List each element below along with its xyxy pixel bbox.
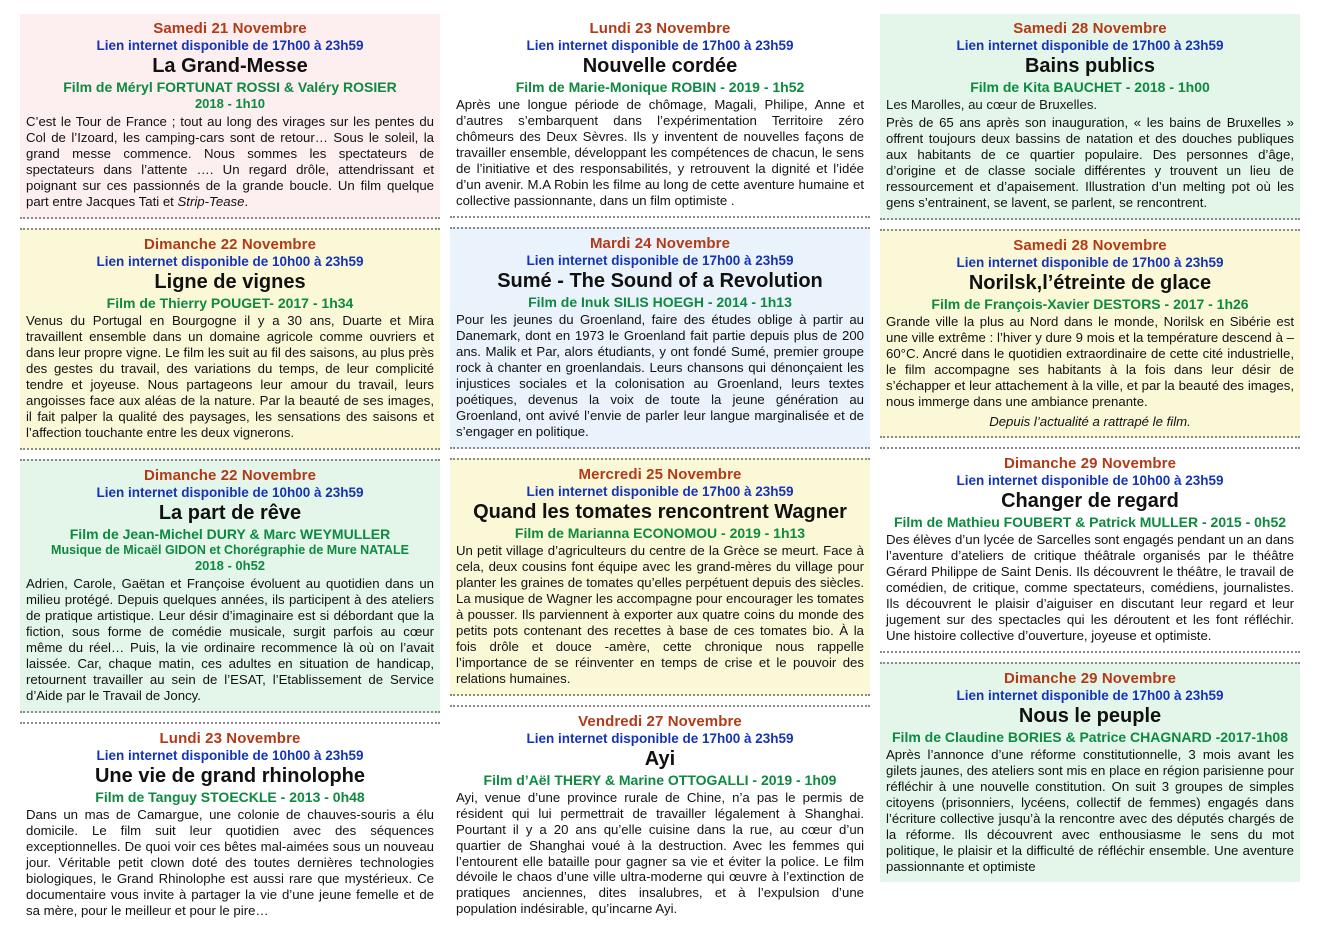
entry-description: Ayi, venue d’une province rurale de Chine, n’a pas le permis de résident qui lui permettrait de travailler légalement à Shanghai. Pourtant il y a 20 ans qu’elle cuisine dans la rue, au cœur d’un quartier de Shanghai voué à la destruction. Avec les femmes qui l’entourent elle bataille pour gagner sa vie et éviter la police. Le film dévoile le chaos d’une ville ultra-moderne qui œuvre à l’extinction de pratiques anciennes, dites insalubres, et à l’expulsion d’une population indésirable, qu’incarne Ayi. <box>456 789 864 917</box>
film-entry <box>880 14 1300 220</box>
entry-availability: Lien internet disponible de 17h00 à 23h59 <box>96 38 364 53</box>
entry-credit: Film de Marie-Monique ROBIN - 2019 - 1h52 <box>515 79 805 95</box>
entry-date: Dimanche 29 Novembre <box>1003 669 1177 687</box>
entry-availability: Lien internet disponible de 17h00 à 23h59 <box>526 730 794 746</box>
entry-meta: 2018 - 1h10 <box>194 96 266 112</box>
film-entry <box>20 228 440 450</box>
entry-availability: Lien internet disponible de 10h00 à 23h59 <box>96 484 364 500</box>
entry-date: Dimanche 29 Novembre <box>1003 454 1177 472</box>
entry-description: Après une longue période de chômage, Magali, Philipe, Anne et d’autres s’embarquent dans l’expérimentation Territoire zéro chômeurs des Deux Sèvres. Ils y inventent de nouvelles façons de travailler ensemble, développant les compétences de chacun, le sens de l’initiative et des responsabilités, y retrouvent la dignité et l’idée d’un avenir. M.A Robin les filme au long de cette aventure humaine et collective passionnante, dans un film optimiste . <box>456 97 864 208</box>
entry-title: La part de rêve <box>158 501 302 524</box>
film-entry <box>450 227 870 449</box>
entry-date: Dimanche 22 Novembre <box>143 235 317 253</box>
entry-availability: Lien internet disponible de 17h00 à 23h59 <box>956 254 1224 270</box>
entry-title: Nous le peuple <box>1018 704 1162 727</box>
film-entry <box>20 14 440 219</box>
entry-description: Venus du Portugal en Bourgogne il y a 30 ans, Duarte et Mira travaillent ensemble dans un domaine agricole comme ouvriers et dans leur propre vigne. Le film les suit au fil des saisons, au plus près des gestes du travail, des variations du temps, de leur complicité tendre et joyeuse. Nous partageons leur amour du travail, leurs angoisses face aux aléas de la nature. Par la beauté de ses images, il fait palper la qualité des paysages, les sensations des saisons et l’affection touchante entre les deux vignerons. <box>26 313 434 440</box>
entry-date: Samedi 21 Novembre <box>153 20 307 37</box>
entry-date: Lundi 23 Novembre <box>589 20 731 37</box>
film-entry <box>450 14 870 218</box>
entry-description: Des élèves d’un lycée de Sarcelles sont engagés pendant un an dans l’aventure d’ateliers de critique théâtrale organisés par le théâtre Gérard Philippe de Saint Denis. Ils découvrent le théâtre, le travail de comédien, de critique, comme spectateurs, comédiens, journalistes. Ils découvrent le plaisir d’aiguiser en discutant leur regard et leur jugement sur des spectacles qui les déroutent et les font réfléchir. Une histoire collective d’ouverture, joyeuse et optimiste. <box>886 531 1294 643</box>
entry-intro: Les Marolles, au cœur de Bruxelles. <box>886 97 1098 113</box>
entry-description: Pour les jeunes du Groenland, faire des études oblige à partir au Danemark, dont en 1973 le Groenland fait partie depuis plus de 200 ans. Malik et Par, alors étudiants, y ont fondé Sumé, premier groupe rock à chanter en groenlandais. Leurs chansons qui dénonçaient les injustices sociales et la colonisation au Groenland, leurs textes poétiques, devenus la voix de toute la jeune génération au Groenland, ont avivé l’envie de parler leur langue marginalisée et de s’engager en politique. <box>456 311 864 439</box>
entry-availability: Lien internet disponible de 17h00 à 23h59 <box>526 483 794 499</box>
entry-description: Après l’annonce d’une réforme constitutionnelle, 3 mois avant les gilets jaunes, des ateliers sont mis en place en région parisienne pour réfléchir à une nouvelle constitution. On suit 3 groupes de simples citoyens (prisonniers, lycéens, collectif de femmes) engagés dans l’écriture collective jusqu’à la rencontre avec des députés chargés de la réforme. Ils découvrent avec enthousiasme le sens du mot politique, le plaisir et la difficulté de réfléchir ensemble. Une aventure passionnante et optimiste <box>886 746 1294 874</box>
film-entry <box>880 447 1300 653</box>
entry-credit: Film de Tanguy STOECKLE - 2013 - 0h48 <box>95 788 365 805</box>
entry-date: Mercredi 25 Novembre <box>578 465 742 483</box>
film-entry <box>450 458 870 696</box>
entry-title: Changer de regard <box>1001 489 1179 512</box>
entry-credit: Film de Méryl FORTUNAT ROSSI & Valéry ROSIER <box>63 79 397 95</box>
entry-availability: Lien internet disponible de 10h00 à 23h59 <box>956 472 1224 488</box>
entry-credit: Film de Inuk SILIS HOEGH - 2014 - 1h13 <box>528 293 792 310</box>
entry-description-italic: Strip-Tease <box>177 193 245 209</box>
entry-credit: Film de François-Xavier DESTORS - 2017 - 1h26 <box>931 295 1249 312</box>
entry-availability: Lien internet disponible de 10h00 à 23h59 <box>96 747 364 763</box>
entry-description-tail: . <box>244 193 249 209</box>
entry-date: Dimanche 22 Novembre <box>143 466 317 484</box>
entry-credit: Film de Jean-Michel DURY & Marc WEYMULLER <box>69 525 391 542</box>
entry-availability: Lien internet disponible de 17h00 à 23h59 <box>526 38 794 53</box>
entry-date: Lundi 23 Novembre <box>159 729 301 747</box>
entry-title: Bains publics <box>1024 55 1156 77</box>
entry-credit: Film de Thierry POUGET- 2017 - 1h34 <box>106 294 354 311</box>
entry-credit: Film de Marianna ECONOMOU - 2019 - 1h13 <box>514 524 806 541</box>
entry-credit: Film de Mathieu FOUBERT & Patrick MULLER - 2015 - 0h52 <box>893 513 1287 530</box>
entry-description-text: C’est le Tour de France ; tout au long des virages sur les pentes du Col de l’Izoard, les camping-cars sont de retour… Sous le soleil, la grand messe commence. Nous sommes les spectateurs de spectateurs dans l’attente …. Un regard drôle, attendrissant et poignant sur ces passionnés de la grande boucle. Un film quelque part entre Jacques Tati et <box>26 114 434 209</box>
entry-date: Vendredi 27 Novembre <box>578 712 742 730</box>
column-2 <box>450 14 870 933</box>
entry-credit: Film d’Aël THERY & Marine OTTOGALLI - 2019 - 1h09 <box>483 771 837 788</box>
film-entry <box>450 705 870 925</box>
film-entry <box>20 722 440 926</box>
film-entry <box>880 229 1300 438</box>
entry-credit-secondary: Musique de Micaël GIDON et Chorégraphie de Mure NATALE <box>51 542 409 557</box>
entry-title: Norilsk,l’étreinte de glace <box>968 271 1212 294</box>
entry-description: Un petit village d’agriculteurs du centre de la Grèce se meurt. Face à cela, deux cousins font équipe avec les grand-mères du village pour planter les graines de tomates qu’elles perpétuent depuis des siècles. La musique de Wagner les accompagne pour encourager les tomates à pousser. Ils parviennent à exporter aux quatre coins du monde des petits pots contenant des recettes à base de ces tomates bio. À la fois drôle et douce -amère, cette chronique nous rappelle l’importance de se réinventer en temps de crise et le pouvoir des relations humaines. <box>456 542 864 686</box>
entry-description: Grande ville la plus au Nord dans le monde, Norilsk en Sibérie est une ville extrême : l’hiver y dure 9 mois et la température descend à – 60°C. Ancré dans le quotidien extraordinaire de cette cité industrielle, le film accompagne ses habitants à la fois dans leur désir de s’échapper et leur attachement à la ville, et par la beauté des images, nous immerge dans une ambiance prenante. <box>886 313 1294 409</box>
entry-availability: Lien internet disponible de 17h00 à 23h59 <box>956 38 1224 53</box>
entry-note: Depuis l’actualité a rattrapé le film. <box>989 413 1191 429</box>
entry-date: Samedi 28 Novembre <box>1013 20 1167 37</box>
entry-title: La Grand-Messe <box>152 55 308 77</box>
entry-date: Mardi 24 Novembre <box>589 234 731 252</box>
entry-availability: Lien internet disponible de 10h00 à 23h59 <box>96 253 364 269</box>
entry-meta: 2018 - 0h52 <box>194 557 266 573</box>
entry-availability: Lien internet disponible de 17h00 à 23h59 <box>956 687 1224 703</box>
film-entry <box>880 662 1300 882</box>
column-1 <box>20 14 440 933</box>
entry-description: Dans un mas de Camargue, une colonie de chauves-souris a élu domicile. Le film suit leur quotidien avec des séquences exceptionnelles. De quoi voir ces bêtes mal-aimées sous un nouveau jour. Véritable petit clown doté des toutes dernières technologies biologiques, le Grand Rhinolophe est aussi rare que mystérieux. Ce documentaire vous invite à partager la vie d’une jeune femelle et de sa mère, pour le meilleur et pour le pire… <box>26 806 434 918</box>
entry-title: Quand les tomates rencontrent Wagner <box>473 500 847 523</box>
entry-description: Près de 65 ans après son inauguration, « les bains de Bruxelles » offrent toujours deux bassins de natation et des douches publiques aux habitants de ce quartier populaire. Des personnes d’âge, d’origine et de classe sociale différentes y trouvent un lieu de ressourcement et d’apaisement. Illustration d’un melting pot où les gens s’entrainent, se lavent, se parlent, se rencontrent. <box>886 115 1294 210</box>
entry-availability: Lien internet disponible de 17h00 à 23h59 <box>526 252 794 268</box>
column-3 <box>880 14 1300 933</box>
entry-description <box>26 114 434 210</box>
entry-description: Adrien, Carole, Gaëtan et Françoise évoluent au quotidien dans un milieu protégé. Depuis quelques années, ils participent à des ateliers de pratique artistique. Leur désir d’imaginaire est si débordant que la fiction, sous forme de comédie musicale, surgit parfois au cœur même du réel… Puis, la vie ordinaire recommence là où on l’avait laissée. Car, chaque matin, ces adultes en situation de handicap, retournent travailler au sein de l’ESAT, l’Etablissement de Service d’Aide par le Travail de Joncy. <box>26 575 434 703</box>
entry-title: Sumé - The Sound of a Revolution <box>497 269 823 292</box>
entry-title: Nouvelle cordée <box>582 55 738 77</box>
entry-title: Ligne de vignes <box>154 270 306 293</box>
entry-credit: Film de Claudine BORIES & Patrice CHAGNARD -2017-1h08 <box>892 728 1288 745</box>
entry-title: Une vie de grand rhinolophe <box>94 764 366 787</box>
entry-date: Samedi 28 Novembre <box>1013 236 1167 254</box>
entry-title: Ayi <box>644 747 676 770</box>
entry-credit: Film de Kita BAUCHET - 2018 - 1h00 <box>970 79 1210 95</box>
film-entry <box>20 459 440 713</box>
